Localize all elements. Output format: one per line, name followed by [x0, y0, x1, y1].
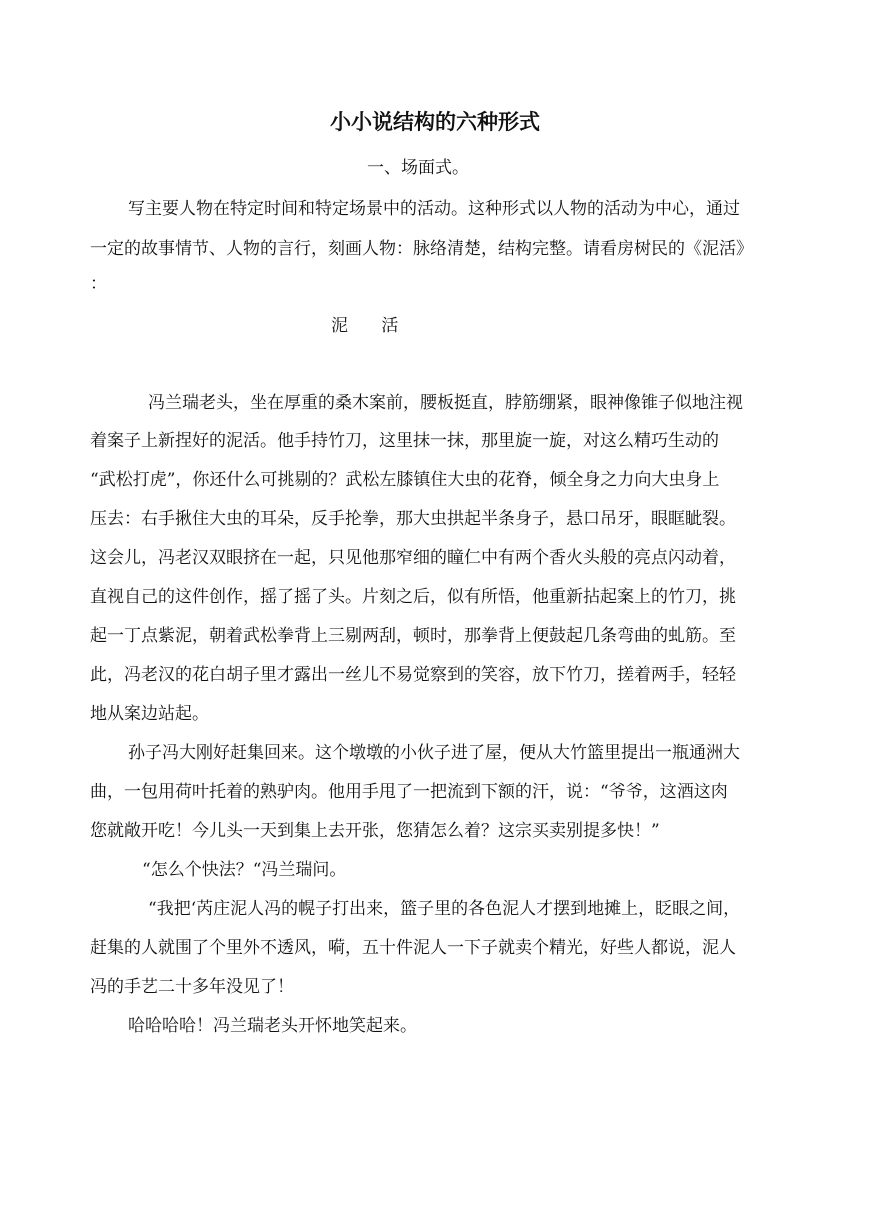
story-line: 直视自己的这件创作，摇了摇了头。片刻之后，似有所悟，他重新拈起案上的竹刀，挑 [90, 587, 736, 607]
intro-line: 写主要人物在特定时间和特定场景中的活动。这种形式以人物的活动为中心，通过 [128, 199, 740, 219]
story-line: 冯兰瑞老头，坐在厚重的桑木案前，腰板挺直，脖筋绷紧，眼神像锥子似地注视 [148, 393, 743, 413]
document-title: 小小说结构的六种形式 [330, 109, 540, 134]
story-line: “怎么个快法？“冯兰瑞问。 [142, 860, 347, 880]
intro-line: ： [90, 274, 107, 294]
story-line: 您就敞开吃！今儿头一天到集上去开张，您猜怎么着？这宗买卖别提多快！” [90, 821, 660, 841]
story-line: 曲，一包用荷叶托着的熟驴肉。他用手甩了一把流到下额的汗，说：“爷爷，这酒这肉 [90, 782, 728, 802]
story-line: 地从案边站起。 [90, 704, 209, 724]
story-line: 这会儿，冯老汉双眼挤在一起，只见他那窄细的瞳仁中有两个香火头般的亮点闪动着， [90, 548, 736, 568]
story-line: 起一丁点紫泥，朝着武松拳背上三剔两刮，顿时，那拳背上便鼓起几条弯曲的虬筋。至 [90, 626, 736, 646]
story-line: 着案子上新捏好的泥活。他手持竹刀，这里抹一抹，那里旋一旋，对这么精巧生动的 [90, 431, 719, 451]
story-line: “武松打虎”，你还什么可挑剔的？武松左膝镇住大虫的花脊，倾全身之力向大虫身上 [90, 470, 720, 490]
story-title: 泥 活 [331, 316, 413, 336]
story-line: 孙子冯大刚好赶集回来。这个墩墩的小伙子进了屋，便从大竹篮里提出一瓶通洲大 [128, 743, 740, 763]
intro-line: 一定的故事情节、人物的言行，刻画人物：脉络清楚，结构完整。请看房树民的《泥活》 [90, 239, 753, 259]
story-line: “我把‘芮庄泥人冯的幌子打出来，篮子里的各色泥人才摆到地摊上，眨眼之间， [148, 899, 741, 919]
section-heading: 一、场面式。 [367, 158, 469, 178]
story-line: 赶集的人就围了个里外不透风，嗬，五十件泥人一下子就卖个精光，好些人都说，泥人 [90, 938, 736, 958]
story-line: 压去：右手揪住大虫的耳朵，反手抡拳，那大虫拱起半条身子，悬口吊牙，眼眶眦裂。 [90, 509, 736, 529]
story-line: 此，冯老汉的花白胡子里才露出一丝儿不易觉察到的笑容，放下竹刀，搓着两手，轻轻 [90, 665, 736, 685]
story-line: 冯的手艺二十多年没见了！ [90, 977, 294, 997]
story-line: 哈哈哈哈！冯兰瑞老头开怀地笑起来。 [128, 1016, 417, 1036]
